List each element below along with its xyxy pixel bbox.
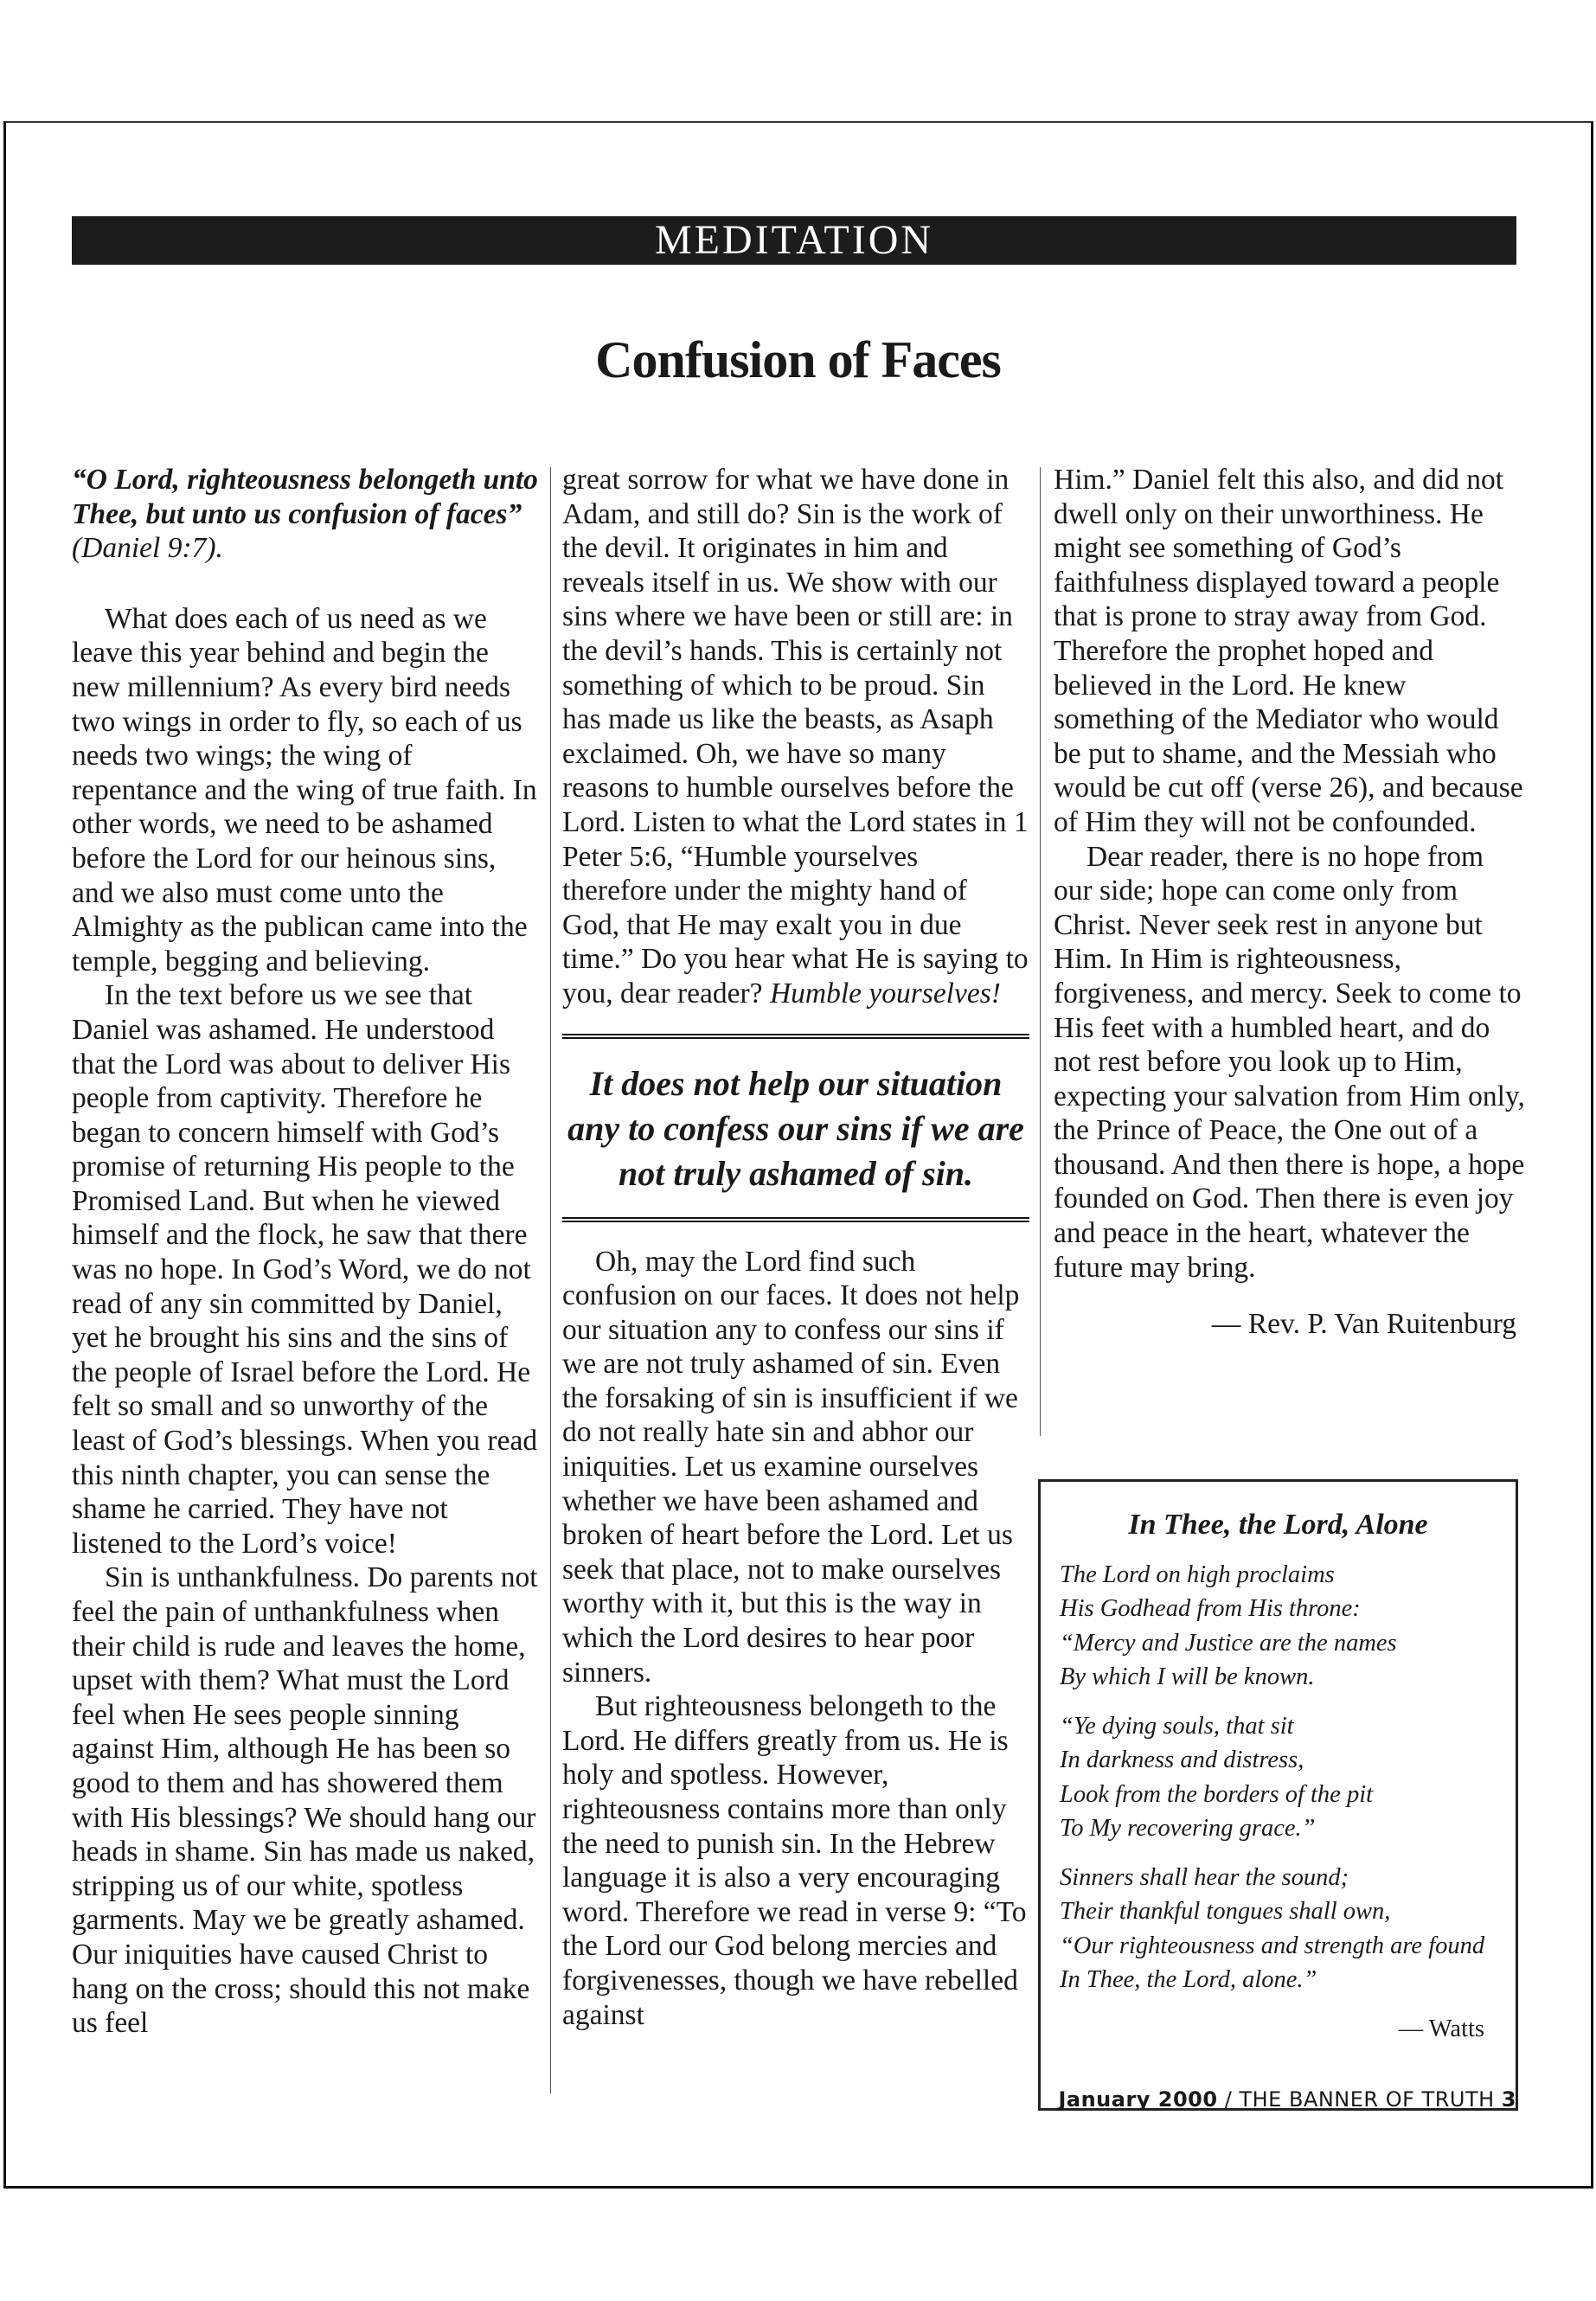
- section-banner: MEDITATION: [72, 216, 1516, 265]
- epigraph: [72, 463, 539, 566]
- paragraph-text: great sorrow for what we have done in Adam, and still do? Sin is the work of the devil. It originates in him and reveals itself in us. We show with our sins where we have been or still are: in the devil’s hands. This is certainly not something of which to be proud. Sin has made us like the beasts, as Asaph exclaimed. Oh, we have so many reasons to humble ourselves before the Lord. Listen to what the Lord states in 1 Peter 5:6, “Humble yourselves therefore under the mighty hand of God, that He may exalt you in due time.” Do you hear what He is saying to you, dear reader?: [562, 464, 1029, 1009]
- poem-line: Their thankful tongues shall own,: [1060, 1898, 1391, 1925]
- poem-stanza: [1060, 1558, 1497, 1695]
- poem-title: In Thee, the Lord, Alone: [1128, 1509, 1428, 1541]
- paragraph: Sin is unthankfulness. Do parents not feel the pain of unthankfulness when their child is rude and leaves the home, upset with them? What must the Lord feel when He sees people sinning against Him, although He has been so good to them and has showered them with His blessings? We should hang our heads in shame. Sin has made us naked, stripping us of our white, spotless garments. May we be greatly ashamed. Our iniquities have caused Christ to hang on the cross; should this not make us feel: [72, 1561, 538, 2040]
- poem-line: In darkness and distress,: [1060, 1747, 1304, 1773]
- poem-line: “Ye dying souls, that sit: [1060, 1712, 1294, 1740]
- poem-line: Sinners shall hear the sound;: [1060, 1863, 1349, 1891]
- column-3: [1054, 463, 1525, 1342]
- poem-line: The Lord on high proclaims: [1060, 1561, 1335, 1588]
- poem-line: “Our righteousness and strength are found: [1060, 1932, 1485, 1959]
- poem-line: By which I will be known.: [1060, 1663, 1315, 1690]
- article-title: Confusion of Faces: [595, 331, 1001, 388]
- poem-stanza: [1060, 1709, 1497, 1846]
- epigraph-reference: (Daniel 9:7).: [72, 532, 223, 565]
- footer-separator: /: [1224, 2087, 1233, 2112]
- poem-stanza: [1060, 1861, 1497, 1997]
- paragraph: What does each of us need as we leave this year behind and begin the new millennium? As every bird needs two wings in order to fly, so each of us needs two wings; the wing of repentance and the wing of true faith. In other words, we need to be ashamed before the Lord for our heinous sins, and we also must come unto the Almighty as the publican came into the temple, begging and believing.: [72, 602, 537, 977]
- page-footer: [1058, 2087, 1516, 2112]
- epigraph-quote: “O Lord, righteousness belongeth unto Thee, but unto us confusion of faces”: [72, 464, 538, 530]
- poem-author: — Watts: [1398, 2015, 1484, 2042]
- poem-line: In Thee, the Lord, alone.”: [1060, 1966, 1317, 1993]
- poem-line: His Godhead from His throne:: [1060, 1595, 1361, 1622]
- paragraph: Oh, may the Lord find such confusion on our faces. It does not help our situation any to confess our sins if we are not truly ashamed of sin. Even the forsaking of sin is insufficient if we do not really hate sin and abhor our iniquities. Let us examine ourselves whether we have been ashamed and broken of heart before the Lord. Let us seek that place, not to make ourselves worthy with it, but this is the way in which the Lord desires to hear poor sinners.: [562, 1245, 1020, 1689]
- poem-line: Look from the borders of the pit: [1060, 1780, 1374, 1808]
- column-1: [72, 463, 539, 2041]
- column-divider: [1040, 467, 1041, 1436]
- paragraph: [562, 463, 1029, 1011]
- poem-line: “Mercy and Justice are the names: [1060, 1629, 1397, 1657]
- pull-quote: It does not help our situation any to confess our sins if we are not truly ashamed of sin.: [562, 1034, 1029, 1222]
- paragraph: Dear reader, there is no hope from our side; hope can come only from Christ. Never seek rest in anyone but Him. In Him is righteousness, forgiveness, and mercy. Seek to come to His feet with a humbled heart, and do not rest before you look up to Him, expecting your salvation from Him only, the Prince of Peace, the One out of a thousand. And then there is hope, a hope founded on God. Then there is even joy and peace in the heart, whatever the future may bring.: [1054, 840, 1525, 1284]
- poem-line: To My recovering grace.”: [1060, 1815, 1316, 1842]
- page-number: 3: [1501, 2087, 1516, 2112]
- column-divider: [550, 467, 551, 2093]
- issue-date: January 2000: [1058, 2087, 1218, 2112]
- author-signature: — Rev. P. Van Ruitenburg: [1211, 1308, 1516, 1341]
- paragraph: In the text before us we see that Daniel was ashamed. He understood that the Lord was about to deliver His people from captivity. Therefore he began to concern himself with God’s promise of returning His people to the Promised Land. But when he viewed himself and the flock, he saw that there was no hope. In God’s Word, we do not read of any sin committed by Daniel, yet he brought his sins and the sins of the people of Israel before the Lord. He felt so small and so unworthy of the least of God’s blessings. When you read this ninth chapter, you can sense the shame he carried. They have not listened to the Lord’s voice!: [72, 979, 538, 1560]
- paragraph: But righteousness belongeth to the Lord. He differs greatly from us. He is holy and spotless. However, righteousness contains more than only the need to punish sin. In the Hebrew language it is also a very encouraging word. Therefore we read in verse 9: “To the Lord our God belong mercies and forgivenesses, though we have rebelled against: [562, 1690, 1027, 2031]
- paragraph: Him.” Daniel felt this also, and did not dwell only on their unworthiness. He might see something of God’s faithfulness displayed toward a people that is prone to stray away from God. Therefore the prophet hoped and believed in the Lord. He knew something of the Mediator who would be put to shame, and the Messiah who would be cut off (verse 26), and because of Him they will not be confounded.: [1054, 464, 1523, 838]
- publication-name: THE BANNER OF TRUTH: [1239, 2087, 1495, 2112]
- emphasis-text: Humble yourselves!: [769, 977, 1001, 1009]
- column-2: [562, 463, 1029, 2032]
- poem-box: [1038, 1479, 1518, 2111]
